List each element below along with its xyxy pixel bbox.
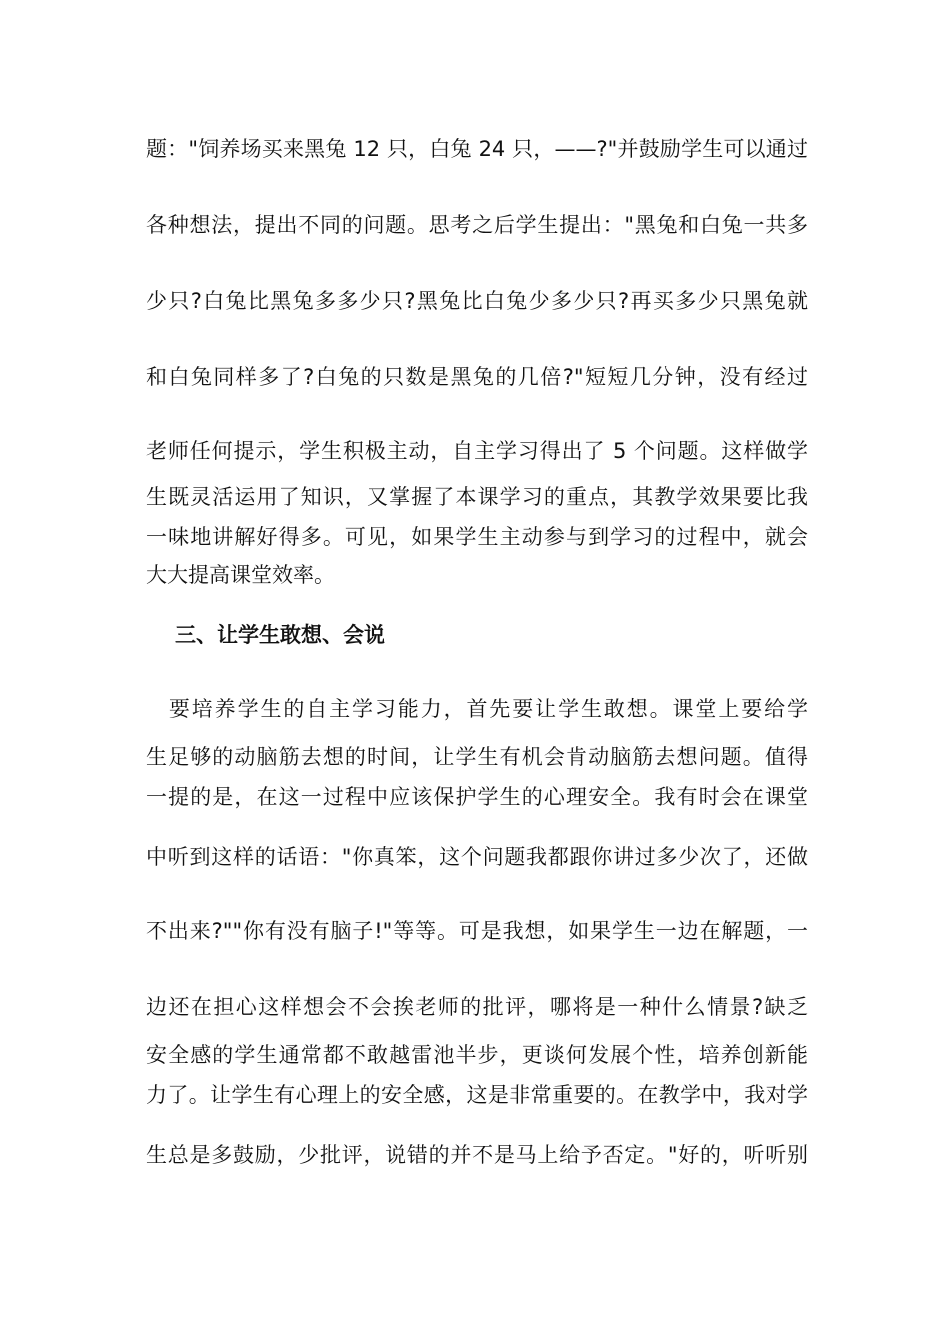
text-line: 生既灵活运用了知识，又掌握了本课学习的重点，其教学效果要比我 bbox=[146, 485, 808, 509]
text-line: 安全感的学生通常都不敢越雷池半步，更谈何发展个性，培养创新能 bbox=[146, 1043, 808, 1067]
text-line: 生足够的动脑筋去想的时间，让学生有机会肯动脑筋去想问题。值得 bbox=[146, 745, 808, 769]
text-line: 和白兔同样多了?白兔的只数是黑兔的几倍?"短短几分钟，没有经过 bbox=[146, 365, 808, 389]
text-line: 题："饲养场买来黑兔 12 只，白兔 24 只，——?"并鼓励学生可以通过 bbox=[146, 137, 808, 161]
text-line: 老师任何提示，学生积极主动，自主学习得出了 5 个问题。这样做学 bbox=[146, 439, 808, 463]
text-line: 要培养学生的自主学习能力，首先要让学生敢想。课堂上要给学 bbox=[146, 697, 808, 721]
text-line: 中听到这样的话语："你真笨，这个问题我都跟你讲过多少次了，还做 bbox=[146, 845, 808, 869]
text-line: 大大提高课堂效率。 bbox=[146, 563, 335, 587]
text-line: 少只?白兔比黑兔多多少只?黑兔比白兔少多少只?再买多少只黑兔就 bbox=[146, 289, 808, 313]
section-heading: 三、让学生敢想、会说 bbox=[175, 623, 385, 647]
text-line: 生总是多鼓励，少批评，说错的并不是马上给予否定。"好的，听听别 bbox=[146, 1143, 808, 1167]
text-line: 一味地讲解好得多。可见，如果学生主动参与到学习的过程中，就会 bbox=[146, 525, 808, 549]
text-line: 各种想法，提出不同的问题。思考之后学生提出："黑兔和白兔一共多 bbox=[146, 213, 808, 237]
text-line: 一提的是，在这一过程中应该保护学生的心理安全。我有时会在课堂 bbox=[146, 785, 808, 809]
text-line: 不出来?""你有没有脑子!"等等。可是我想，如果学生一边在解题，一 bbox=[146, 919, 808, 943]
text-line: 力了。让学生有心理上的安全感，这是非常重要的。在教学中，我对学 bbox=[146, 1083, 808, 1107]
text-line: 边还在担心这样想会不会挨老师的批评，哪将是一种什么情景?缺乏 bbox=[146, 995, 808, 1019]
